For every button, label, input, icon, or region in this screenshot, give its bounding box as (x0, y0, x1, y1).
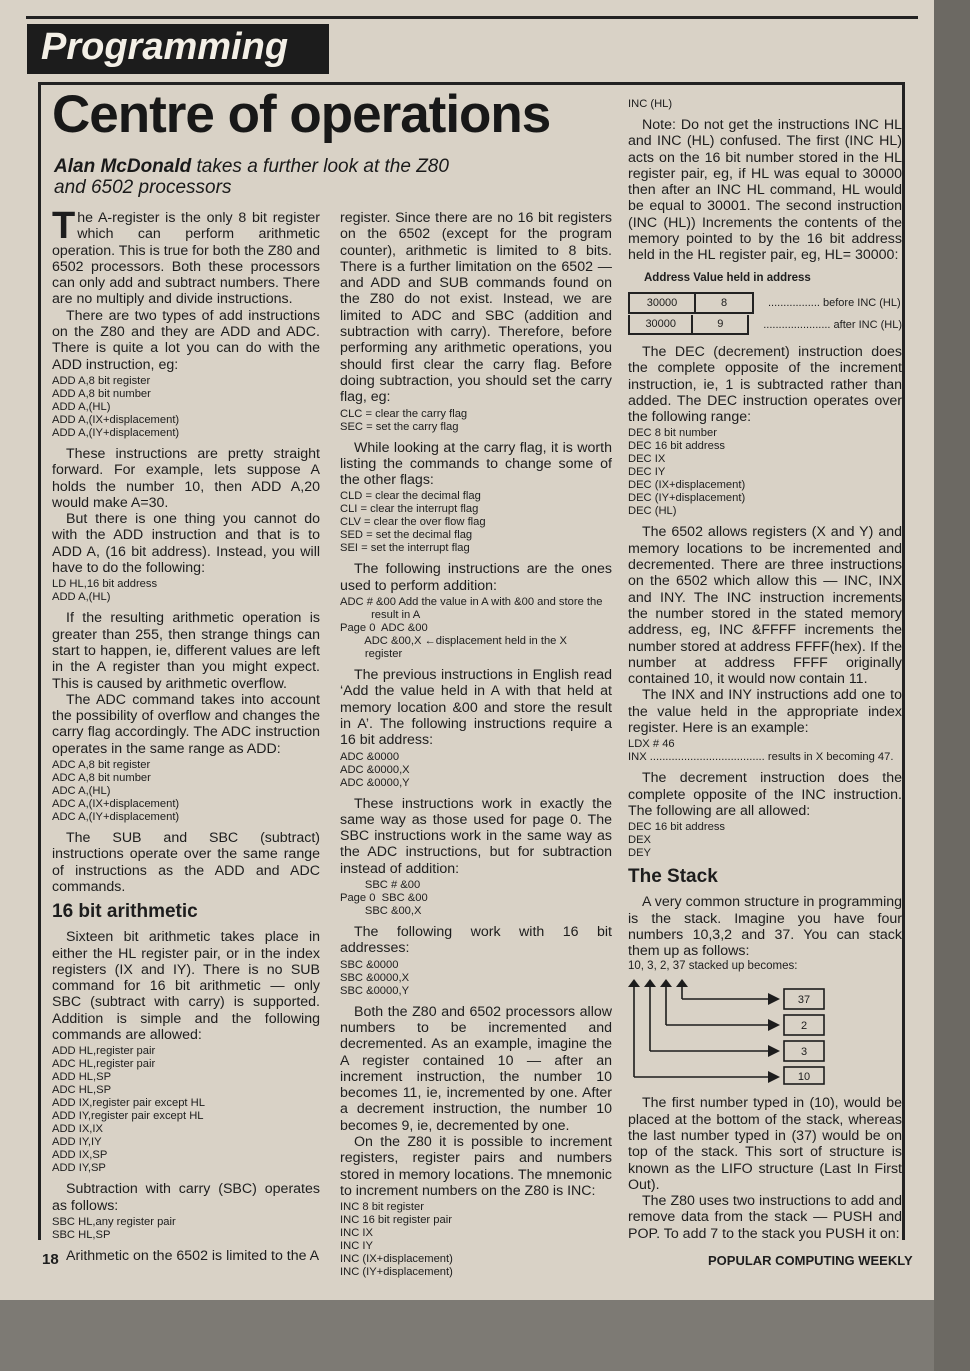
stack-value: 3 (800, 1046, 808, 1059)
table-row (628, 314, 902, 336)
column-1 (52, 205, 320, 1264)
paragraph: The previous instructions in English read ‘Add the value held in A with that held at memory location &00 and store the result in A’. The following instructions require a 16 bit address: (340, 667, 612, 749)
frame-left (38, 82, 41, 1240)
top-rule (26, 16, 918, 19)
table-cell-address: 30000 (628, 315, 693, 335)
code-listing: SBC # &00 Page 0 SBC &00 SBC &00,X (340, 879, 428, 918)
paragraph: On the Z80 it is possible to increment registers, register pairs and numbers stored in memory locations. The mnemonic to increment numbers on the Z80 is INC: (340, 1133, 612, 1199)
paragraph: These instructions are pretty straight forward. For example, lets suppose A holds the number 10, then ADD A,20 would make A=30. (52, 445, 320, 511)
code-listing: ADC # &00 Add the value in A with &00 and store the result in A Page 0 ADC &00 ADC &00,X ←displacement held in the X register (340, 596, 603, 661)
standfirst (54, 156, 484, 198)
table-row (628, 292, 902, 314)
subheading: The Stack (628, 866, 718, 888)
paragraph: The DEC (decrement) instruction does the complete opposite of the increment instruction, ie, 1 is subtracted rather than added. The DEC instruction operates over the following range: (628, 343, 902, 426)
paragraph: The first number typed in (10), would be placed at the bottom of the stack, whereas the last number typed in (37) would be on top of the stack. This sort of structure is known as the LIFO structure (Last In First Out). (628, 1095, 902, 1193)
section-banner (27, 24, 329, 74)
paragraph (52, 205, 320, 308)
paragraph-text: he A-register is the only 8 bit register which can perform arithmetic operation. This is true for both the Z80 and 6502 processors. Both these processors can only add and subtract numbers. There are no multiply and divide instructions. (52, 210, 320, 308)
table-cell-address: 30000 (628, 292, 696, 314)
paragraph: Sixteen bit arithmetic takes place in either the HL register pair, or in the index registers (IX and IY). There is no SUB command for 16 bit arithmetic — only SBC (subtract with carry) is supported. Addition is simple and the following commands are allowed: (52, 929, 320, 1043)
magazine-title: POPULAR COMPUTING WEEKLY (708, 1253, 913, 1268)
paragraph: While looking at the carry flag, it is worth listing the commands to change some of the other flags: (340, 439, 612, 489)
article-title: Centre of operations (52, 85, 551, 144)
code-listing: ADC A,8 bit register ADC A,8 bit number ADC A,(HL) ADC A,(IX+displacement) ADC A,(IY+displacement) (52, 759, 180, 824)
arrow-head-icon (660, 979, 672, 987)
code-listing: SBC HL,any register pair SBC HL,SP (52, 1215, 176, 1241)
paragraph: The 6502 allows registers (X and Y) and memory locations to be incremented and decremented. There are three instructions on the 6502 which allow this — INC, INX and INY. The INC instruction increments the number stored in the stated memory address, eg, INC &FFFF increments the number stored at address FFFF(hex). If the number at address FFFF originally contained 10, it would now contain 11. (628, 524, 902, 688)
paragraph: But there is one thing you cannot do with the ADD instruction and that is to ADD A, (16 bit address). Instead, you will have to do the following: (52, 511, 320, 577)
stack-value: 10 (797, 1071, 811, 1084)
code-listing: LD HL,16 bit address ADD A,(HL) (52, 578, 158, 604)
paragraph: If the resulting arithmetic operation is greater than 255, then strange things can start to happen, ie, different values are left in the A register than you might expect. This is caused by arithmetic overflow. (52, 610, 320, 692)
standfirst-text: takes a further look at the Z80 and 6502 processors (54, 156, 449, 198)
paragraph: The SUB and SBC (subtract) instructions operate over the same range of instructions as the ADD and ADC commands. (52, 830, 320, 895)
code-listing: ADD HL,register pair ADC HL,register pair ADD HL,SP ADC HL,SP ADD IX,register pair except HL ADD IY,register pair except HL ADD IX,IX ADD IY,IY ADD IX,SP ADD IY,SP (52, 1045, 205, 1175)
arrow-head-icon (628, 979, 640, 987)
paragraph: These instructions work in exactly the same way as those used for page 0. The SBC instructions work in the same way as the ADC instructions, but for subtraction instead of addition: (340, 795, 612, 877)
paragraph: There are two types of add instructions on the Z80 and they are ADD and ADC. There is quite a lot you can do with the ADD instruction, eg: (52, 307, 320, 373)
code-listing: ADC &0000 ADC &0000,X ADC &0000,Y (340, 750, 410, 789)
code-listing: LDX # 46 INX ..................................... results in X becoming 47. (628, 738, 894, 764)
section-label: Programming (41, 26, 289, 68)
code-listing: ADD A,8 bit register ADD A,8 bit number ADD A,(HL) ADD A,(IX+displacement) ADD A,(IY+displacement) (52, 374, 180, 439)
table-cell-value: 9 (693, 315, 749, 335)
arrow-head-icon (768, 1019, 780, 1031)
code-listing: CLC = clear the carry flag SEC = set the carry flag (340, 407, 468, 433)
arrow-head-icon (644, 979, 656, 987)
paragraph: The following work with 16 bit addresses: (340, 924, 612, 957)
paragraph: Arithmetic on the 6502 is limited to the A (66, 1247, 320, 1264)
arrow-head-icon (768, 1045, 780, 1057)
drop-cap: T (52, 205, 76, 247)
stack-value: 2 (800, 1020, 808, 1033)
paragraph: Subtraction with carry (SBC) operates as follows: (52, 1181, 320, 1214)
code-listing: DEC 16 bit address DEX DEY (628, 821, 726, 860)
code-listing: INC 8 bit register INC 16 bit register pair INC IX INC IY INC (IX+displacement) INC (IY+displacement) (340, 1201, 453, 1279)
code-listing: DEC 8 bit number DEC 16 bit address DEC IX DEC IY DEC (IX+displacement) DEC (IY+displacement) DEC (HL) (628, 427, 746, 518)
table-cell-value: 8 (696, 292, 754, 314)
column-2 (340, 210, 612, 1285)
arrow-head-icon (768, 993, 780, 1005)
code-listing: SBC &0000 SBC &0000,X SBC &0000,Y (340, 958, 410, 997)
subheading: 16 bit arithmetic (52, 901, 198, 923)
code-listing: CLD = clear the decimal flag CLI = clear the interrupt flag CLV = clear the over flow flag SED = set the decimal flag SEI = set the interrupt flag (340, 490, 486, 555)
paragraph: Note: Do not get the instructions INC HL and INC (HL) confused. The first (INC HL) acts on the 16 bit number stored in the HL register pair, eg, if HL was equal to 30000 then after an INC HL command, HL would be equal to 30001. The second instruction (INC (HL)) Increments the contents of the memory pointed to by the 16 bit address held in the HL register pair, eg, HL= 30000: (628, 117, 902, 264)
table-note: ................. before INC (HL) (768, 296, 901, 309)
paragraph: register. Since there are no 16 bit registers on the 6502 (except for the program counter), arithmetic is limited to 8 bits. There is a further limitation on the 6502 — and ADD and SUB commands found on the Z80 do not exist. Instead, we are limited to ADC and SBC (addition and subtraction with carry). Therefore, before performing any arithmetic operations, you should first clear the carry flag. Before doing subtraction, you should set the carry flag, eg: (340, 210, 612, 406)
table-note: ...................... after INC (HL) (763, 318, 902, 331)
paragraph: The ADC command takes into account the possibility of overflow and changes the carry flag accordingly. The ADC instruction operates in the same range as ADD: (52, 691, 320, 757)
page-edge-shadow (934, 0, 970, 1371)
arrow-head-icon (676, 979, 688, 987)
stack-value: 37 (797, 994, 811, 1007)
diagram-caption: 10, 3, 2, 37 stacked up becomes: (628, 960, 798, 973)
paragraph: The following instructions are the ones used to perform addition: (340, 561, 612, 594)
page-number: 18 (42, 1251, 59, 1268)
author-name: Alan McDonald (54, 156, 192, 177)
paragraph: A very common structure in programming is the stack. Imagine you have four numbers 10,3,2 and 37. You can stack them up as follows: (628, 894, 902, 960)
paragraph: The INX and INY instructions add one to the value held in the appropriate index register. Here is an example: (628, 687, 902, 737)
paragraph: The Z80 uses two instructions to add and remove data from the stack — PUSH and POP. To add 7 to the stack you PUSH it on: (628, 1193, 902, 1242)
paragraph: Both the Z80 and 6502 processors allow numbers to be incremented and decremented. As an example, imagine the A register contained 10 — after an increment instruction, the number 10 becomes 11, ie, incremented by one. After a decrement instruction, the number 10 becomes 9, ie, decremented by one. (340, 1003, 612, 1134)
address-table (628, 270, 902, 336)
arrow-head-icon (768, 1071, 780, 1083)
paragraph: The decrement instruction does the complete opposite of the INC instruction. The following are all allowed: (628, 770, 902, 819)
stack-diagram (628, 977, 828, 1085)
code-listing: INC (HL) (628, 98, 673, 110)
table-header: Address Value held in address (644, 271, 811, 284)
frame-right (902, 82, 905, 1240)
column-3 (628, 96, 902, 1242)
